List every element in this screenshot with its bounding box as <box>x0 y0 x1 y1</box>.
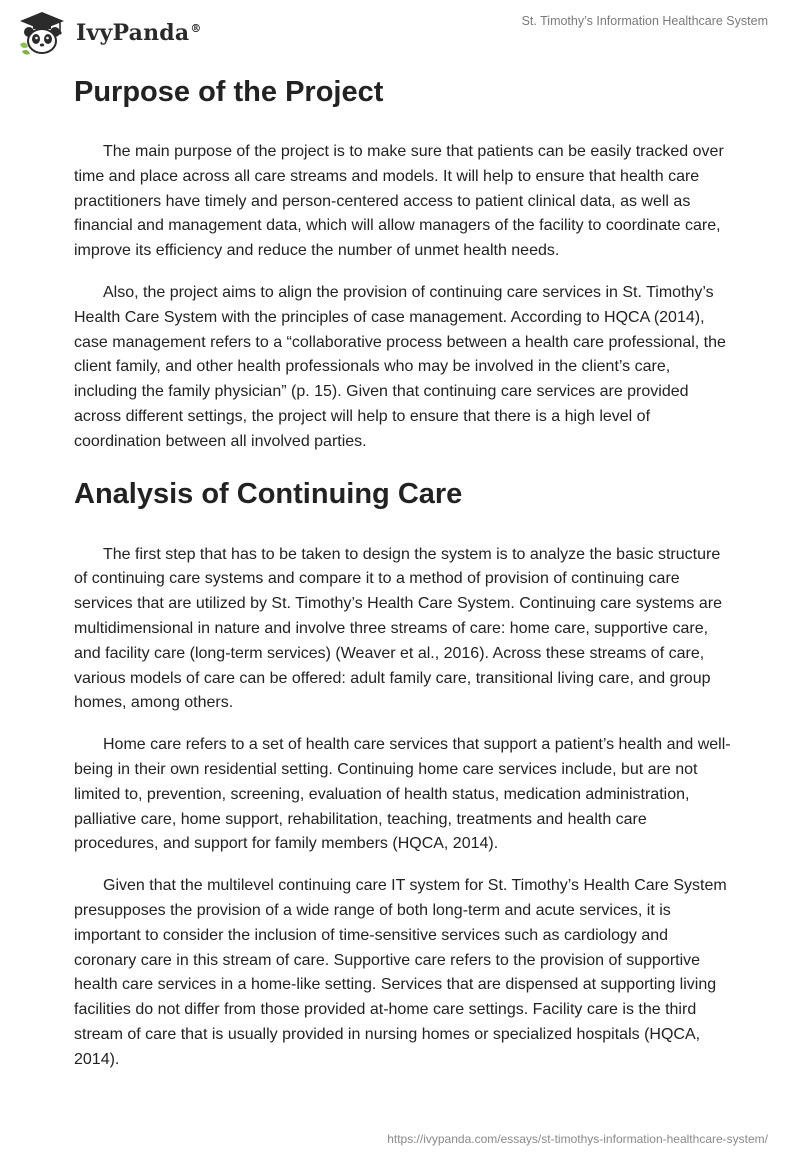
ivypanda-logo[interactable] <box>16 8 202 58</box>
paragraph: Home care refers to a set of health care services that support a patient’s health and well-being in their own residential setting. Continuing home care services include, but are not limited to, prevention, screening, evaluation of health status, medication administration, palliative care, home support, rehabilitation, teaching, treatments and health care procedures, and support for family members (HQCA, 2014). <box>74 736 731 853</box>
paragraph: The main purpose of the project is to make sure that patients can be easily tracked over time and place across all care streams and models. It will help to ensure that health care practitioners have timely and person-centered access to patient clinical data, as well as financial and management data, which will allow managers of the facility to coordinate care, improve its efficiency and reduce the number of unmet health needs. <box>74 143 724 260</box>
panda-graduation-cap-icon <box>16 10 68 56</box>
paragraph: The first step that has to be taken to design the system is to analyze the basic structure of continuing care systems and compare it to a method of provision of continuing care services that are utilized by St. Timothy’s Health Care System. Continuing care systems are multidimensional in nature and involve three streams of care: home care, supportive care, and facility care (long-term services) (Weaver et al., 2016). Across these streams of care, various models of care can be offered: adult family care, transitional living care, and group homes, among others. <box>74 545 722 712</box>
source-url-link[interactable]: https://ivypanda.com/essays/st-timothys-information-healthcare-system/ <box>387 1132 768 1146</box>
section-heading-analysis: Analysis of Continuing Care <box>74 477 463 510</box>
registered-mark: ® <box>190 21 202 35</box>
page-header <box>0 0 800 64</box>
logo-text: IvyPanda <box>76 20 190 46</box>
section-heading-purpose: Purpose of the Project <box>74 76 384 108</box>
essay-content <box>74 70 734 1073</box>
paragraph: Given that the multilevel continuing care IT system for St. Timothy’s Health Care System presupposes the provision of a wide range of both long-term and acute services, it is important to consider the inclusion of time-sensitive services such as cardiology and coronary care in this stream of care. Supportive care refers to the provision of supportive health care services in a home-like setting. Services that are dispensed at supporting living facilities do not differ from those provided at-home care settings. Facility care is the third stream of care that is usually provided in nursing homes or specialized hospitals (HQCA, 2014). <box>74 877 727 1068</box>
running-title: St. Timothy’s Information Healthcare System <box>521 14 768 28</box>
logo-wordmark <box>76 20 202 46</box>
paragraph: Also, the project aims to align the provision of continuing care services in St. Timothy’s Health Care System with the principles of case management. According to HQCA (2014), case management refers to a “collaborative process between a health care professional, the client family, and other health professionals who may be involved in the client’s care, including the family physician” (p. 15). Given that continuing care services are provided across different settings, the project will help to ensure that there is a high level of coordination between all involved parties. <box>74 283 726 450</box>
